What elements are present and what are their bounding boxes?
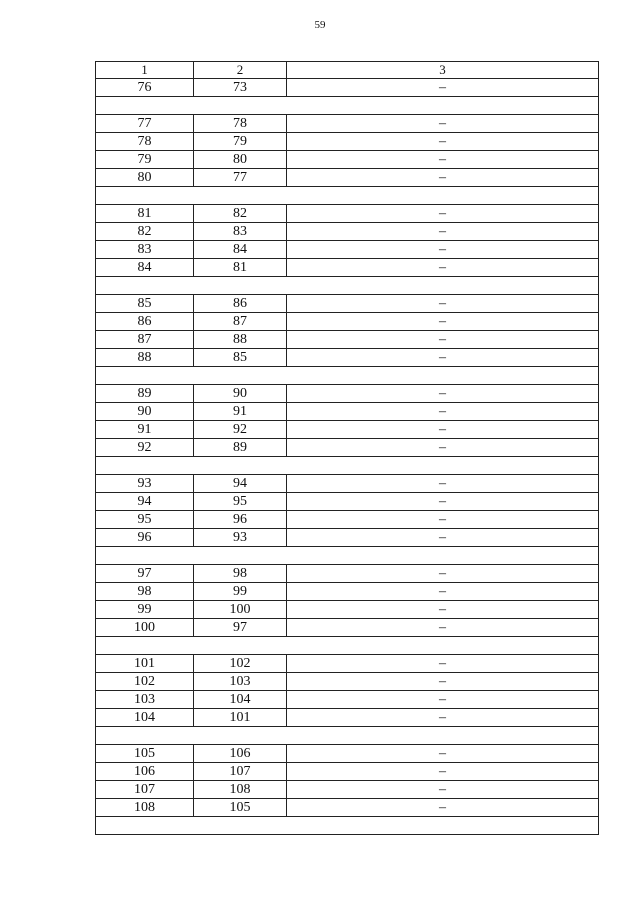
table-cell-col-3: – xyxy=(287,601,599,619)
table-cell-col-2: 95 xyxy=(194,493,287,511)
table-cell-col-3: – xyxy=(287,709,599,727)
table-cell-col-2: 94 xyxy=(194,475,287,493)
table-cell-col-2: 101 xyxy=(194,709,287,727)
table-cell-col-1: 98 xyxy=(96,583,194,601)
data-table-container xyxy=(95,61,598,835)
table-cell-col-3: – xyxy=(287,745,599,763)
table-cell-col-1: 87 xyxy=(96,331,194,349)
table-separator-row xyxy=(96,727,599,745)
table-separator-row xyxy=(96,277,599,295)
table-row xyxy=(96,349,599,367)
separator-cell xyxy=(96,277,599,295)
table-cell-col-3: – xyxy=(287,385,599,403)
table-cell-col-2: 92 xyxy=(194,421,287,439)
table-cell-col-3: – xyxy=(287,583,599,601)
table-cell-col-3: – xyxy=(287,475,599,493)
table-row xyxy=(96,745,599,763)
table-cell-col-1: 78 xyxy=(96,133,194,151)
table-cell-col-3: – xyxy=(287,763,599,781)
table-row xyxy=(96,169,599,187)
table-cell-col-2: 103 xyxy=(194,673,287,691)
table-cell-col-1: 88 xyxy=(96,349,194,367)
table-cell-col-3: – xyxy=(287,205,599,223)
table-separator-row xyxy=(96,367,599,385)
table-cell-col-2: 90 xyxy=(194,385,287,403)
table-cell-col-1: 93 xyxy=(96,475,194,493)
table-row xyxy=(96,529,599,547)
table-cell-col-3: – xyxy=(287,331,599,349)
table-cell-col-3: – xyxy=(287,313,599,331)
table-cell-col-2: 84 xyxy=(194,241,287,259)
table-row xyxy=(96,115,599,133)
data-table xyxy=(95,61,599,835)
table-cell-col-3: – xyxy=(287,511,599,529)
table-cell-col-1: 86 xyxy=(96,313,194,331)
separator-cell xyxy=(96,97,599,115)
table-cell-col-2: 89 xyxy=(194,439,287,457)
table-body xyxy=(96,62,599,835)
table-row xyxy=(96,313,599,331)
table-cell-col-2: 87 xyxy=(194,313,287,331)
table-row xyxy=(96,133,599,151)
table-cell-col-2: 106 xyxy=(194,745,287,763)
table-row xyxy=(96,241,599,259)
table-separator-row xyxy=(96,637,599,655)
table-cell-col-1: 92 xyxy=(96,439,194,457)
table-cell-col-2: 79 xyxy=(194,133,287,151)
table-cell-col-3: – xyxy=(287,565,599,583)
table-cell-col-3: – xyxy=(287,493,599,511)
table-row xyxy=(96,403,599,421)
table-cell-col-1: 89 xyxy=(96,385,194,403)
table-cell-col-3: – xyxy=(287,403,599,421)
header-cell-2: 2 xyxy=(194,62,287,79)
table-cell-col-3: – xyxy=(287,133,599,151)
table-cell-col-3: – xyxy=(287,529,599,547)
table-cell-col-2: 104 xyxy=(194,691,287,709)
table-cell-col-1: 91 xyxy=(96,421,194,439)
table-cell-col-1: 105 xyxy=(96,745,194,763)
table-cell-col-1: 99 xyxy=(96,601,194,619)
table-cell-col-3: – xyxy=(287,169,599,187)
table-cell-col-2: 73 xyxy=(194,79,287,97)
table-cell-col-1: 90 xyxy=(96,403,194,421)
table-cell-col-1: 101 xyxy=(96,655,194,673)
table-cell-col-2: 78 xyxy=(194,115,287,133)
table-cell-col-3: – xyxy=(287,79,599,97)
header-cell-1: 1 xyxy=(96,62,194,79)
table-separator-row xyxy=(96,817,599,835)
table-cell-col-2: 99 xyxy=(194,583,287,601)
table-row xyxy=(96,295,599,313)
separator-cell xyxy=(96,547,599,565)
table-row xyxy=(96,205,599,223)
table-cell-col-1: 107 xyxy=(96,781,194,799)
table-header-row xyxy=(96,62,599,79)
table-cell-col-2: 108 xyxy=(194,781,287,799)
table-row xyxy=(96,511,599,529)
separator-cell xyxy=(96,187,599,205)
table-cell-col-1: 96 xyxy=(96,529,194,547)
page-number: 59 xyxy=(314,19,326,31)
table-cell-col-1: 84 xyxy=(96,259,194,277)
table-row xyxy=(96,439,599,457)
table-cell-col-1: 97 xyxy=(96,565,194,583)
table-cell-col-3: – xyxy=(287,619,599,637)
table-cell-col-3: – xyxy=(287,295,599,313)
table-row xyxy=(96,691,599,709)
table-cell-col-2: 100 xyxy=(194,601,287,619)
table-cell-col-3: – xyxy=(287,781,599,799)
table-row xyxy=(96,331,599,349)
table-cell-col-2: 105 xyxy=(194,799,287,817)
table-cell-col-2: 80 xyxy=(194,151,287,169)
table-row xyxy=(96,601,599,619)
table-cell-col-3: – xyxy=(287,151,599,169)
table-cell-col-3: – xyxy=(287,691,599,709)
table-row xyxy=(96,385,599,403)
table-cell-col-2: 85 xyxy=(194,349,287,367)
table-row xyxy=(96,223,599,241)
table-cell-col-2: 93 xyxy=(194,529,287,547)
table-cell-col-2: 81 xyxy=(194,259,287,277)
separator-cell xyxy=(96,817,599,835)
table-row xyxy=(96,781,599,799)
table-separator-row xyxy=(96,457,599,475)
table-row xyxy=(96,493,599,511)
table-cell-col-2: 98 xyxy=(194,565,287,583)
table-cell-col-2: 86 xyxy=(194,295,287,313)
table-cell-col-3: – xyxy=(287,799,599,817)
table-separator-row xyxy=(96,97,599,115)
separator-cell xyxy=(96,367,599,385)
table-row xyxy=(96,475,599,493)
table-cell-col-2: 91 xyxy=(194,403,287,421)
table-row xyxy=(96,565,599,583)
table-cell-col-1: 102 xyxy=(96,673,194,691)
separator-cell xyxy=(96,457,599,475)
table-separator-row xyxy=(96,187,599,205)
table-cell-col-1: 82 xyxy=(96,223,194,241)
table-cell-col-3: – xyxy=(287,115,599,133)
table-cell-col-2: 102 xyxy=(194,655,287,673)
table-cell-col-1: 81 xyxy=(96,205,194,223)
table-cell-col-1: 77 xyxy=(96,115,194,133)
table-cell-col-3: – xyxy=(287,259,599,277)
table-cell-col-1: 85 xyxy=(96,295,194,313)
table-cell-col-3: – xyxy=(287,241,599,259)
table-cell-col-3: – xyxy=(287,421,599,439)
table-cell-col-1: 108 xyxy=(96,799,194,817)
table-cell-col-3: – xyxy=(287,439,599,457)
table-row xyxy=(96,709,599,727)
table-cell-col-2: 88 xyxy=(194,331,287,349)
table-cell-col-1: 104 xyxy=(96,709,194,727)
table-cell-col-1: 95 xyxy=(96,511,194,529)
table-cell-col-3: – xyxy=(287,655,599,673)
separator-cell xyxy=(96,727,599,745)
table-cell-col-1: 80 xyxy=(96,169,194,187)
table-row xyxy=(96,655,599,673)
table-row xyxy=(96,583,599,601)
table-cell-col-1: 100 xyxy=(96,619,194,637)
table-cell-col-3: – xyxy=(287,223,599,241)
table-separator-row xyxy=(96,547,599,565)
table-row xyxy=(96,673,599,691)
table-cell-col-1: 83 xyxy=(96,241,194,259)
table-cell-col-3: – xyxy=(287,349,599,367)
table-cell-col-3: – xyxy=(287,673,599,691)
table-cell-col-2: 97 xyxy=(194,619,287,637)
table-cell-col-1: 94 xyxy=(96,493,194,511)
table-cell-col-1: 76 xyxy=(96,79,194,97)
table-cell-col-2: 83 xyxy=(194,223,287,241)
table-cell-col-2: 82 xyxy=(194,205,287,223)
table-row xyxy=(96,763,599,781)
table-row xyxy=(96,421,599,439)
table-cell-col-1: 103 xyxy=(96,691,194,709)
table-row xyxy=(96,151,599,169)
table-row xyxy=(96,79,599,97)
table-cell-col-2: 96 xyxy=(194,511,287,529)
table-row xyxy=(96,259,599,277)
table-cell-col-2: 77 xyxy=(194,169,287,187)
header-cell-3: 3 xyxy=(287,62,599,79)
table-cell-col-1: 79 xyxy=(96,151,194,169)
table-cell-col-2: 107 xyxy=(194,763,287,781)
table-cell-col-1: 106 xyxy=(96,763,194,781)
separator-cell xyxy=(96,637,599,655)
table-row xyxy=(96,799,599,817)
table-row xyxy=(96,619,599,637)
